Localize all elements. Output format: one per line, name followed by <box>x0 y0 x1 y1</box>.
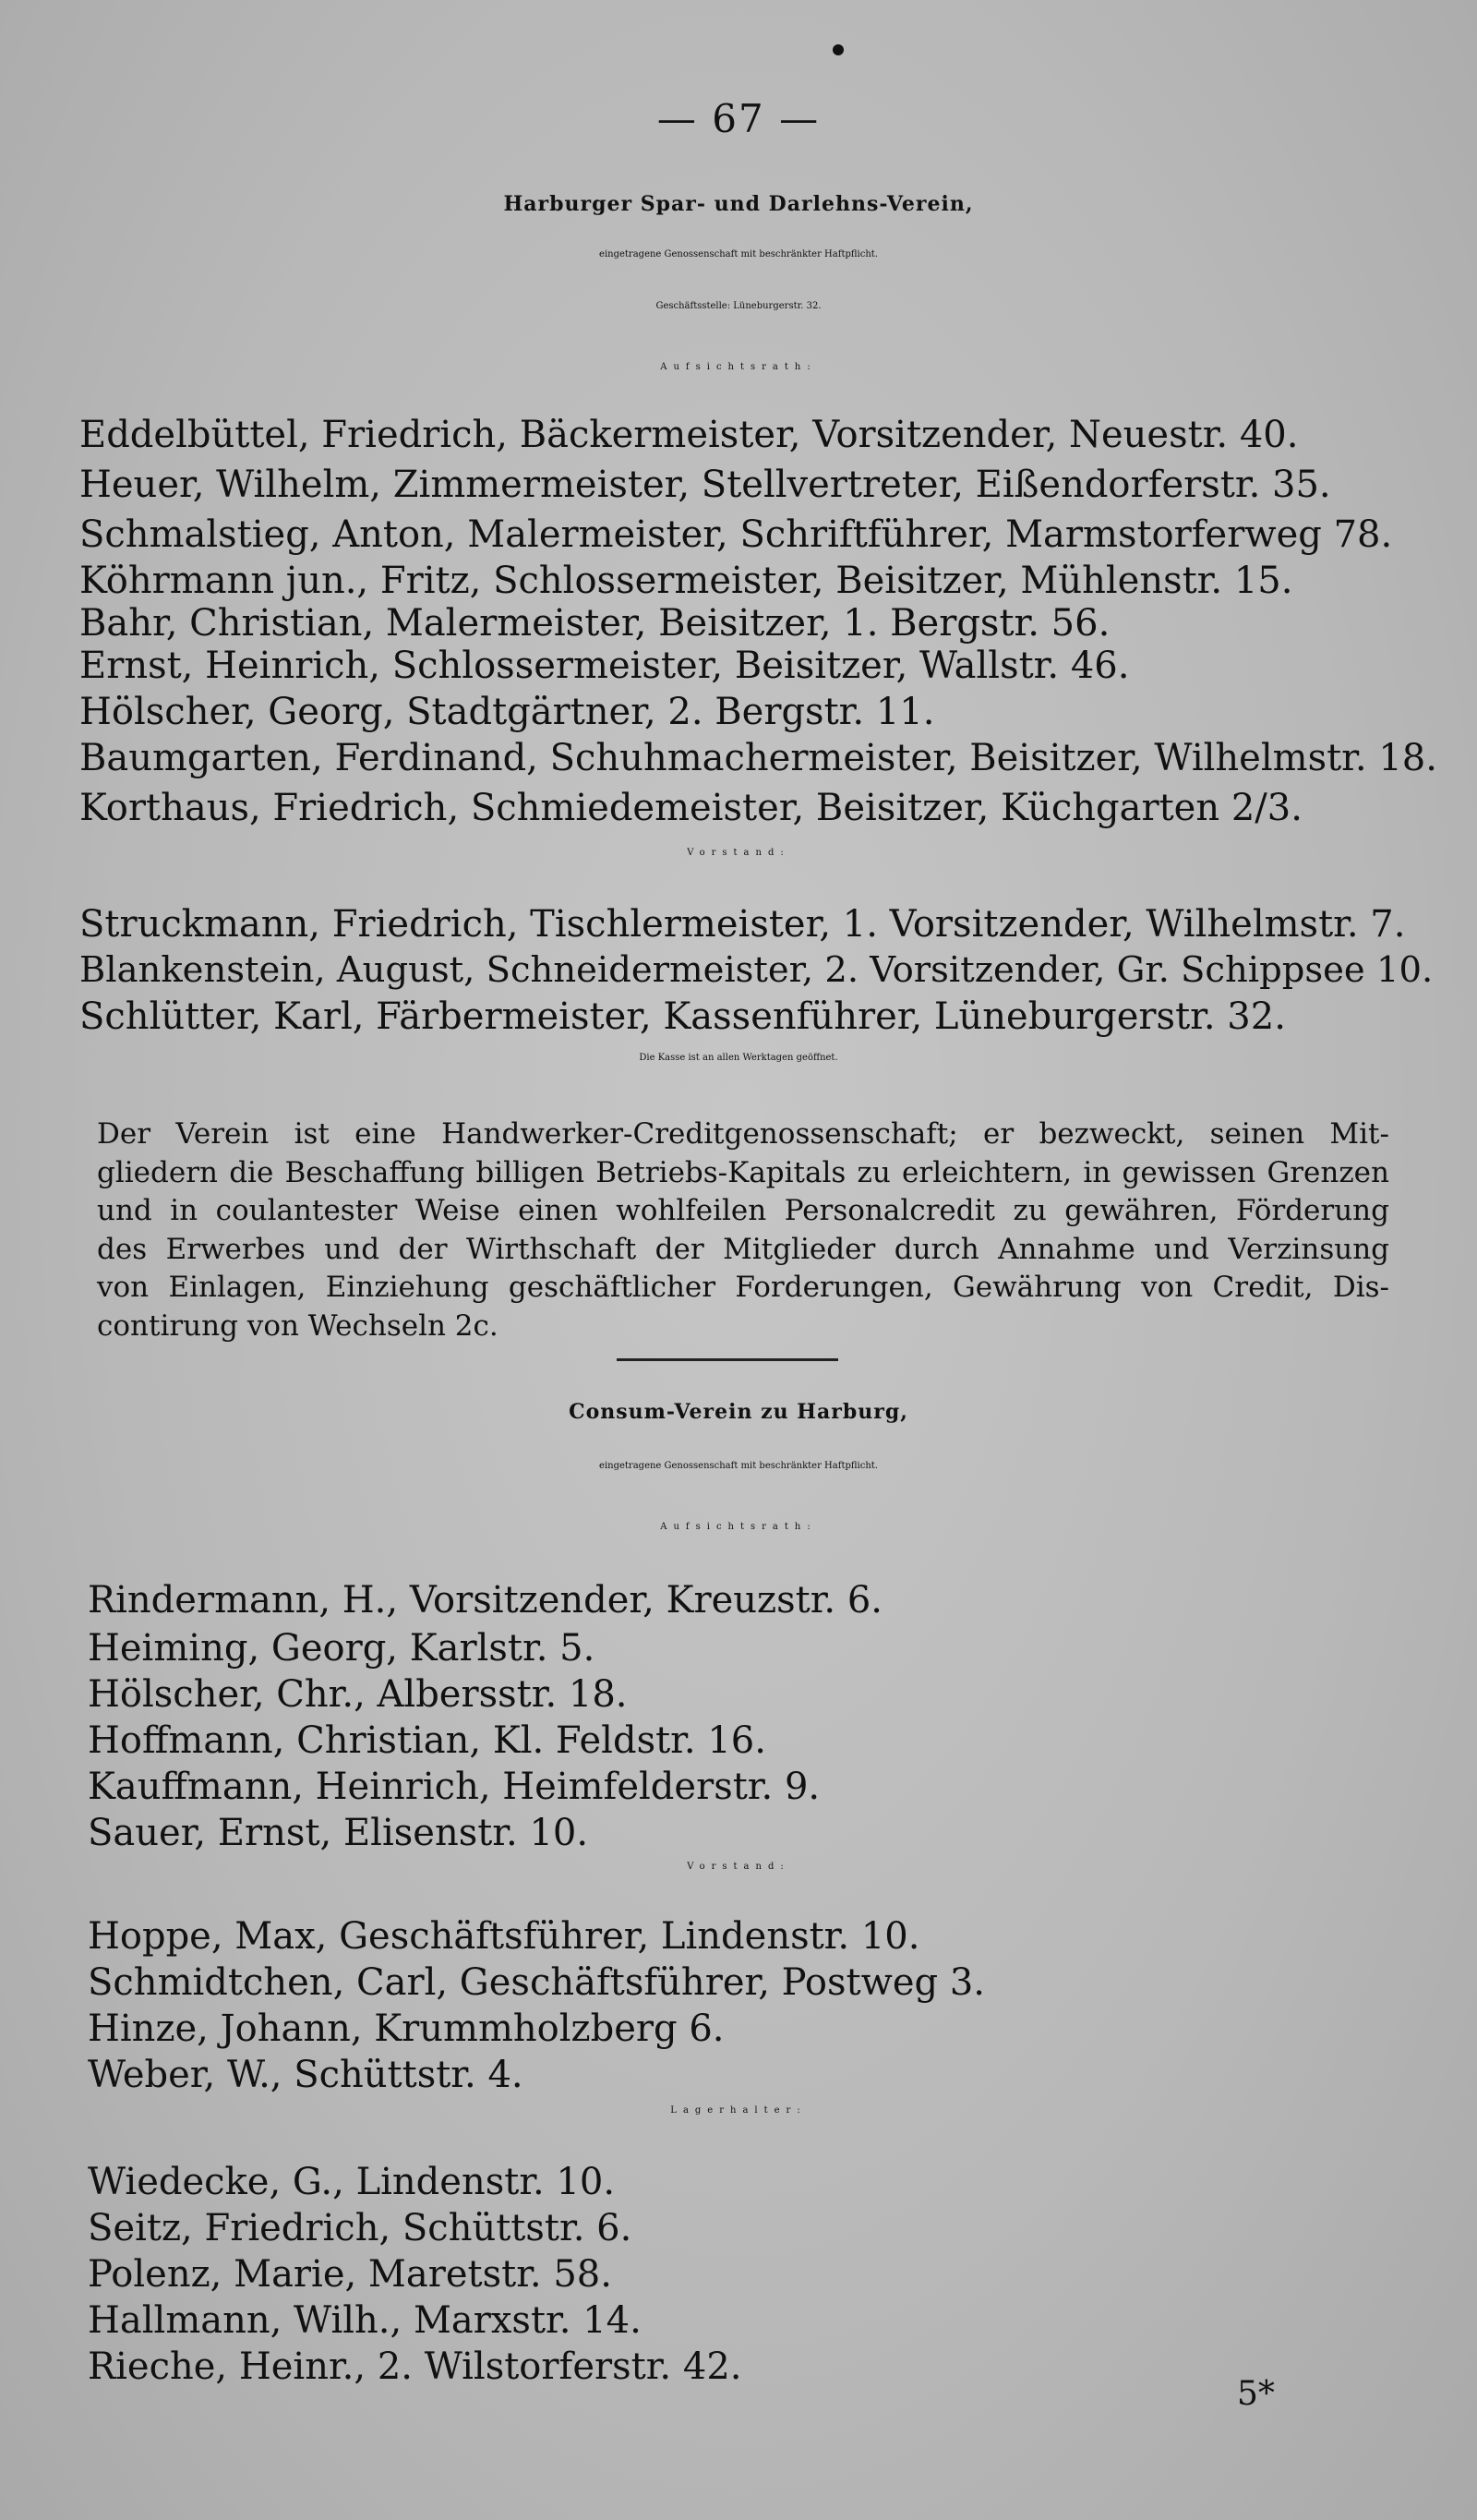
description-line: von Einlagen, Einziehung geschäftlicher Forderungen, Gewährung von Credit, Dis- <box>97 1271 1389 1304</box>
print-dot <box>833 44 844 55</box>
section2-vorstand-entry: Schmidtchen, Carl, Geschäftsführer, Postweg 3. <box>88 1961 986 2004</box>
section2-lagerhalter-heading: Lagerhalter: <box>670 2105 807 2116</box>
section1-aufsichtsrath-entry: Heuer, Wilhelm, Zimmermeister, Stellvertreter, Eißendorferstr. 35. <box>79 464 1331 506</box>
section1-vorstand-heading: Vorstand: <box>687 848 790 858</box>
section2-lagerhalter-entry: Seitz, Friedrich, Schüttstr. 6. <box>88 2207 632 2249</box>
signature-mark: 5* <box>1237 2375 1275 2413</box>
section1-aufsichtsrath-entry: Baumgarten, Ferdinand, Schuhmachermeister, Beisitzer, Wilhelmstr. 18. <box>79 737 1437 779</box>
section2-aufsichtsrath-entry: Hölscher, Chr., Albersstr. 18. <box>88 1673 628 1716</box>
section1-aufsichtsrath-entry: Bahr, Christian, Malermeister, Beisitzer, 1. Bergstr. 56. <box>79 602 1111 645</box>
section2-aufsichtsrath-entry: Rindermann, H., Vorsitzender, Kreuzstr. 6. <box>88 1579 883 1622</box>
section2-vorstand-heading: Vorstand: <box>687 1862 790 1872</box>
section2-aufsichtsrath-heading: Aufsichtsrath: <box>660 1522 817 1532</box>
section2-title: Consum-Verein zu Harburg, <box>569 1400 908 1424</box>
section2-aufsichtsrath-entry: Hoffmann, Christian, Kl. Feldstr. 16. <box>88 1719 766 1762</box>
section2-lagerhalter-entry: Rieche, Heinr., 2. Wilstorferstr. 42. <box>88 2345 742 2388</box>
section1-aufsichtsrath-entry: Schmalstieg, Anton, Malermeister, Schriftführer, Marmstorferweg 78. <box>79 513 1393 556</box>
section1-kasse-note: Die Kasse ist an allen Werktagen geöffnet. <box>639 1053 838 1063</box>
section2-aufsichtsrath-entry: Sauer, Ernst, Elisenstr. 10. <box>88 1812 589 1854</box>
section1-aufsichtsrath-entry: Ernst, Heinrich, Schlossermeister, Beisitzer, Wallstr. 46. <box>79 645 1130 687</box>
section2-aufsichtsrath-entry: Kauffmann, Heinrich, Heimfelderstr. 9. <box>88 1766 821 1808</box>
section-divider <box>617 1358 838 1361</box>
description-line: des Erwerbes und der Wirthschaft der Mitglieder durch Annahme und Verzinsung <box>97 1232 1389 1266</box>
section1-vorstand-entry: Schlütter, Karl, Färbermeister, Kassenführer, Lüneburgerstr. 32. <box>79 995 1286 1038</box>
section2-lagerhalter-entry: Hallmann, Wilh., Marxstr. 14. <box>88 2299 642 2342</box>
description-line: gliedern die Beschaffung billigen Betriebs-Kapitals zu erleichtern, in gewissen Grenzen <box>97 1155 1389 1189</box>
description-line: contirung von Wechseln 2c. <box>97 1308 498 1343</box>
page-number: — 67 — <box>656 96 821 141</box>
section1-title: Harburger Spar- und Darlehns-Verein, <box>503 192 974 216</box>
description-line: Der Verein ist eine Handwerker-Creditgenossenschaft; er bezweckt, seinen Mit- <box>97 1117 1389 1151</box>
section2-vorstand-entry: Hinze, Johann, Krummholzberg 6. <box>88 2008 725 2050</box>
section1-aufsichtsrath-entry: Hölscher, Georg, Stadtgärtner, 2. Bergstr. 11. <box>79 691 935 733</box>
section1-subtitle: eingetragene Genossenschaft mit beschränkter Haftpflicht. <box>599 249 878 259</box>
section1-aufsichtsrath-heading: Aufsichtsrath: <box>660 362 817 372</box>
section1-office: Geschäftsstelle: Lüneburgerstr. 32. <box>655 301 822 311</box>
section2-vorstand-entry: Hoppe, Max, Geschäftsführer, Lindenstr. 10. <box>88 1915 920 1958</box>
section2-lagerhalter-entry: Wiedecke, G., Lindenstr. 10. <box>88 2161 616 2203</box>
section1-description <box>97 1115 1389 1345</box>
section2-lagerhalter-entry: Polenz, Marie, Maretstr. 58. <box>88 2253 612 2296</box>
section1-aufsichtsrath-entry: Eddelbüttel, Friedrich, Bäckermeister, Vorsitzender, Neuestr. 40. <box>79 414 1299 456</box>
description-line: und in coulantester Weise einen wohlfeilen Personalcredit zu gewähren, Förderung <box>97 1194 1389 1227</box>
section1-vorstand-entry: Blankenstein, August, Schneidermeister, 2. Vorsitzender, Gr. Schippsee 10. <box>79 949 1434 991</box>
section1-aufsichtsrath-entry: Köhrmann jun., Fritz, Schlossermeister, Beisitzer, Mühlenstr. 15. <box>79 560 1293 602</box>
section2-subtitle: eingetragene Genossenschaft mit beschränkter Haftpflicht. <box>599 1461 878 1471</box>
section2-aufsichtsrath-entry: Heiming, Georg, Karlstr. 5. <box>88 1627 595 1670</box>
section1-aufsichtsrath-entry: Korthaus, Friedrich, Schmiedemeister, Beisitzer, Küchgarten 2/3. <box>79 787 1303 829</box>
section2-vorstand-entry: Weber, W., Schüttstr. 4. <box>88 2054 523 2096</box>
section1-vorstand-entry: Struckmann, Friedrich, Tischlermeister, 1. Vorsitzender, Wilhelmstr. 7. <box>79 903 1406 946</box>
